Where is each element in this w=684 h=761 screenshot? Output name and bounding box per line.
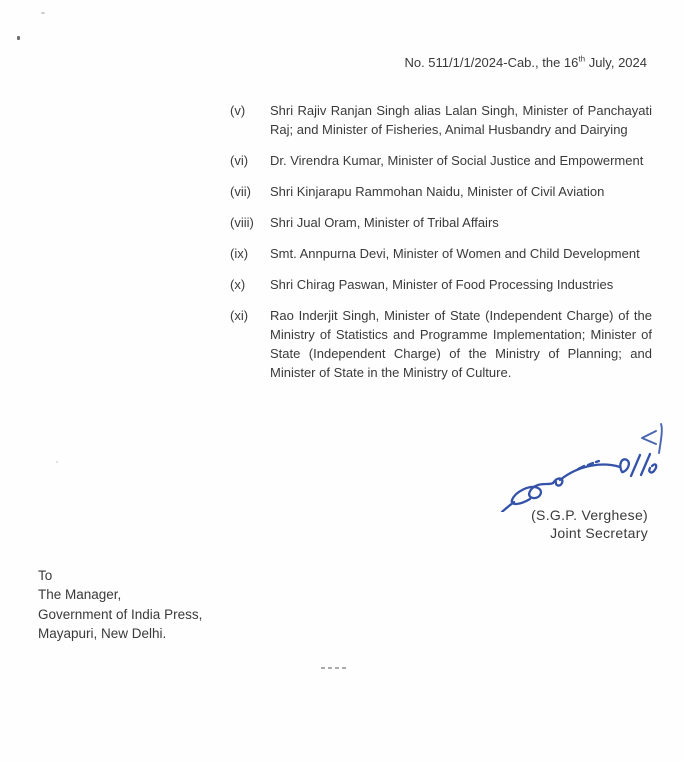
list-item-number: (vi) — [230, 153, 249, 168]
list-item-text: Dr. Virendra Kumar, Minister of Social Justice and Empowerment — [270, 153, 644, 168]
list-item — [230, 306, 652, 382]
list-item-number: (x) — [230, 277, 246, 292]
address-line: Government of India Press, — [38, 606, 203, 622]
list-item-text: Shri Chirag Paswan, Minister of Food Processing Industries — [270, 277, 614, 292]
list-item-number: (vii) — [230, 184, 251, 199]
list-item-number: (v) — [230, 103, 246, 118]
scan-speck — [17, 36, 20, 40]
list-item-text: Rao Inderjit Singh, Minister of State (Independent Charge) of the Ministry of Statistics and Programme Implementation; Minister of State (Independent Charge) of the Ministry of Planning; and Minister of State in the Ministry of Culture. — [270, 308, 652, 380]
list-item-number: (xi) — [230, 308, 249, 323]
list-item — [230, 101, 652, 139]
list-item-text: Smt. Annpurna Devi, Minister of Women and Child Development — [270, 246, 640, 261]
list-item-text: Shri Jual Oram, Minister of Tribal Affairs — [270, 215, 499, 230]
signature-ink — [500, 452, 660, 512]
address-line: To — [38, 568, 53, 583]
signatory-name: (S.G.P. Verghese) — [531, 507, 648, 523]
list-item-text: Shri Kinjarapu Rammohan Naidu, Minister of Civil Aviation — [270, 184, 605, 199]
list-item-number: (ix) — [230, 246, 249, 261]
recipient-address — [38, 566, 202, 644]
address-line: The Manager, — [38, 587, 122, 603]
list-item — [230, 213, 652, 232]
ordinal-suffix: th — [578, 54, 586, 64]
list-item — [230, 244, 652, 263]
list-item-number: (viii) — [230, 215, 254, 230]
scan-speck — [56, 461, 58, 463]
scan-speck — [41, 12, 45, 14]
reference-date-line — [404, 53, 647, 72]
list-item-text: Shri Rajiv Ranjan Singh alias Lalan Singh, Minister of Panchayati Raj; and Minister of Fisheries, Animal Husbandry and Dairying — [270, 103, 652, 137]
reference-number: No. 511/1/1/2024-Cab., the 16 — [404, 55, 579, 70]
list-item — [230, 151, 652, 170]
address-line: Mayapuri, New Delhi. — [38, 626, 167, 642]
list-item — [230, 275, 652, 294]
date-rest: July, 2024 — [585, 55, 647, 70]
signatory-title: Joint Secretary — [550, 525, 648, 541]
ministers-list — [230, 101, 652, 394]
list-item — [230, 182, 652, 201]
page-separator-mark — [321, 667, 349, 669]
